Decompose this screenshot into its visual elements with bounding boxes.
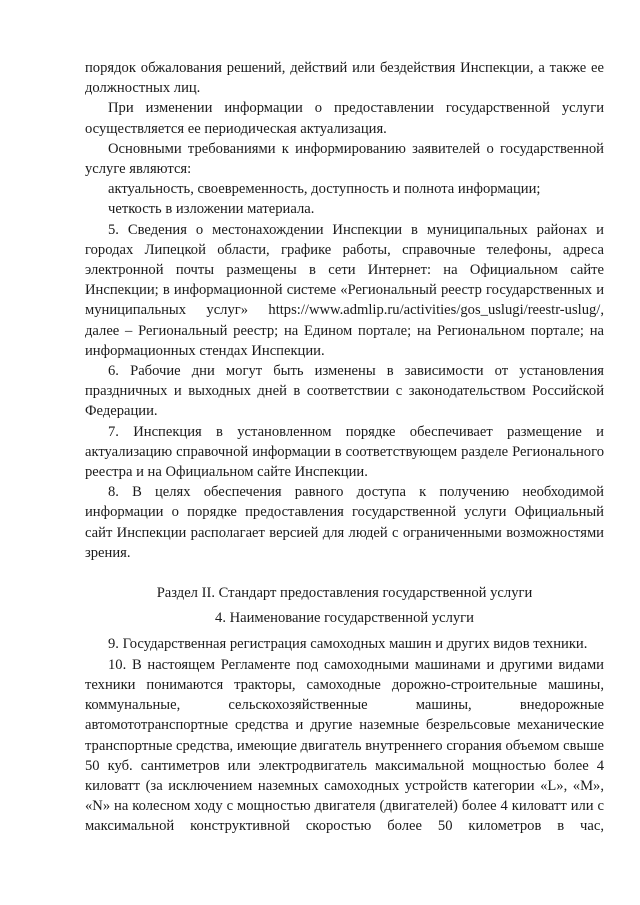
paragraph-requirements: Основными требованиями к информированию заявителей о государственной услуге являются:: [85, 140, 604, 178]
document-page: [85, 58, 604, 837]
paragraph-actualization: При изменении информации о предоставлении государственной услуги осуществляется ее периодическая актуализация.: [85, 100, 604, 137]
paragraph-item-5-part2: далее – Региональный реестр; на Едином портале; на Региональном портале; на информационных стендах Инспекции.: [85, 322, 604, 359]
section-subtitle: 4. Наименование государственной услуги: [215, 610, 474, 627]
requirement-item-clarity: четкость в изложении материала.: [108, 201, 315, 218]
section-spacer: [85, 563, 604, 583]
paragraph-item-8: 8. В целях обеспечения равного доступа к получению необходимой информации о порядке предоставления государственной услуги Официальный сайт Инспекции располагает версией для людей с ограниченными возможностями зрения.: [85, 484, 604, 561]
paragraph-item-7: 7. Инспекция в установленном порядке обеспечивает размещение и актуализацию справочной информации в соответствующем разделе Регионального реестра и на Официальном сайте Инспекции.: [85, 423, 604, 481]
requirement-item-relevance: актуальность, своевременность, доступность и полнота информации;: [108, 181, 541, 198]
section-title: Раздел II. Стандарт предоставления государственной услуги: [156, 585, 533, 602]
paragraph-item-10: 10. В настоящем Регламенте под самоходными машинами и другими видами техники понимаются тракторы, самоходные дорожно-строительные машины, коммунальные, сельскохозяйственные машины, внедорожные автомототранспортные средства и другие наземные безрельсовые механические транспортные средства, имеющие двигатель внутреннего сгорания объемом свыше 50 куб. сантиметров или электродвигатель максимальной мощностью более 4 киловатт (за исключением наземных самоходных устройств категории «L», «M», «N» на колесном ходу с мощностью двигателя (двигателей) более 4 киловатт или с максимальной конструктивной скоростью более 50 километров в час,: [85, 656, 604, 835]
paragraph-appeal-procedure: порядок обжалования решений, действий или бездействия Инспекции, а также ее должностных лиц.: [85, 60, 604, 97]
paragraph-item-9: 9. Государственная регистрация самоходных машин и других видов техники.: [108, 636, 588, 653]
paragraph-item-5-part1: 5. Сведения о местонахождении Инспекции в муниципальных районах и городах Липецкой области, графике работы, справочные телефоны, адреса электронной почты размещены в сети Интернет: на Официальном сайте Инспекции; в информационной системе «Региональный реестр государственных и муниципальных услуг» https://www.admlip.ru/activities/gos_uslugi/reestr-uslug/,: [85, 221, 604, 319]
paragraph-item-6: 6. Рабочие дни могут быть изменены в зависимости от установления праздничных и выходных дней в соответствии с законодательством Российской Федерации.: [85, 363, 604, 420]
